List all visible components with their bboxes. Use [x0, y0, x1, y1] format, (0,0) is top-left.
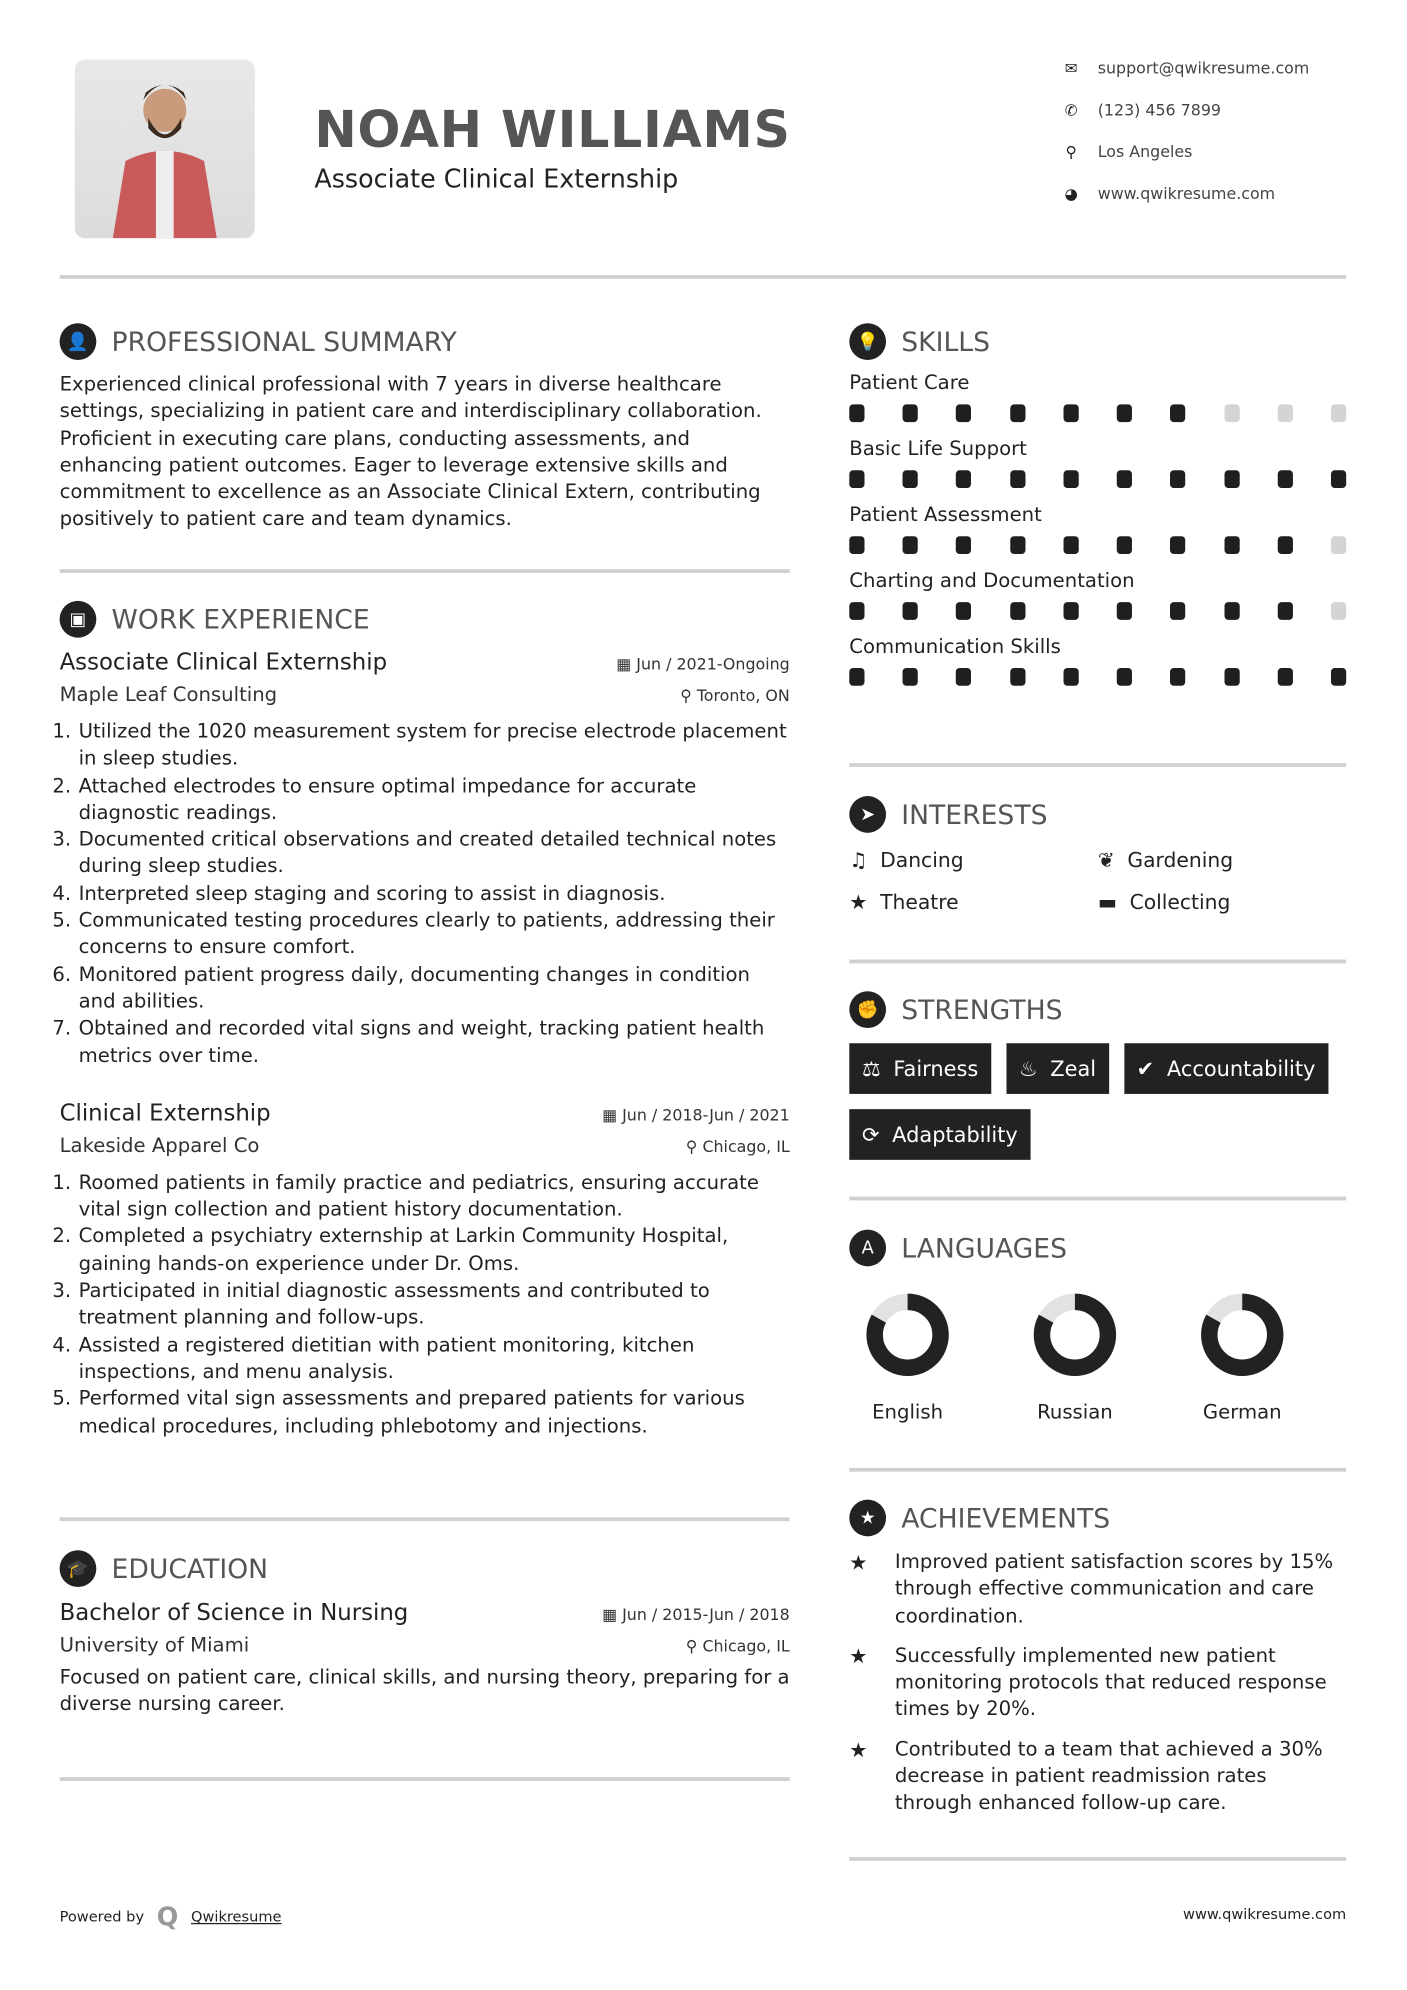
education-location: Chicago, IL [702, 1636, 790, 1656]
dot-filled [849, 668, 864, 686]
divider [849, 960, 1346, 964]
pin-icon: ⚲ [680, 685, 697, 705]
dot-empty [1277, 404, 1292, 422]
dot-filled [903, 668, 918, 686]
job-title: Clinical Externship [59, 1100, 271, 1127]
education-dates: Jun / 2015-Jun / 2018 [622, 1604, 790, 1624]
skill-name: Patient Assessment [849, 503, 1042, 527]
trophy-star-icon: ★ [849, 1737, 868, 1762]
dot-filled [849, 470, 864, 488]
job-subheader [60, 683, 790, 706]
map-pin-icon: ⚲ [1065, 142, 1077, 161]
job-dates: Jun / 2018-Jun / 2021 [622, 1105, 790, 1125]
dot-filled [1277, 668, 1292, 686]
language-item [1032, 1292, 1118, 1424]
contact-phone[interactable] [1062, 100, 1221, 119]
job-dates-wrap [616, 654, 789, 673]
section-heading: LANGUAGES [901, 1232, 1068, 1264]
dot-filled [1063, 470, 1078, 488]
summary-text: Experienced clinical professional with 7 years in diverse healthcare settings, specializing in patient care and interdisciplinary collaboration. Proficient in executing care plans, conducting assessments, and enhancing patient outcomes. Eager to leverage extensive skills and commitment to excellence as an Associate Clinical Extern, contributing positively to patient care and team dynamics. [59, 372, 762, 531]
check-circle-icon: ✔ [1136, 1056, 1155, 1081]
interest-label: Theatre [880, 889, 959, 914]
strengths-section [849, 991, 1346, 1160]
dot-filled [1224, 536, 1239, 554]
footer-url[interactable]: www.qwikresume.com [1183, 1905, 1347, 1923]
dot-filled [849, 404, 864, 422]
phone-text: (123) 456 7899 [1097, 100, 1221, 120]
school: University of Miami [59, 1633, 250, 1657]
dot-filled [1063, 668, 1078, 686]
phone-icon: ✆ [1064, 100, 1078, 119]
flame-icon: ♨ [1018, 1056, 1038, 1081]
dot-empty [1224, 404, 1239, 422]
job-bullets [60, 1170, 790, 1440]
star-icon: ★ [849, 889, 868, 914]
strength-label: Accountability [1166, 1056, 1316, 1081]
dot-filled [1170, 668, 1185, 686]
job-location: Chicago, IL [702, 1136, 790, 1156]
section-heading: SKILLS [901, 326, 991, 357]
job-entry [60, 649, 790, 1070]
work-section [60, 601, 790, 1440]
dot-filled [1117, 602, 1132, 620]
refresh-icon: ⟳ [861, 1122, 880, 1147]
interest-item [849, 890, 1097, 914]
interest-item [849, 848, 1097, 872]
summary-section [60, 323, 790, 533]
education-section [60, 1550, 790, 1718]
dot-filled [956, 404, 971, 422]
powered-by-text: Powered by [59, 1907, 145, 1926]
dot-filled [849, 536, 864, 554]
languages-section [849, 1230, 1346, 1424]
pin-icon: ⚲ [685, 1636, 703, 1656]
trophy-star-icon: ★ [849, 1550, 868, 1575]
skill-item [849, 569, 1346, 620]
dot-filled [956, 602, 971, 620]
skill-name: Patient Care [849, 371, 970, 395]
skill-level-dots [849, 536, 1346, 554]
skill-item [849, 503, 1346, 554]
location-text: Los Angeles [1097, 141, 1193, 161]
briefcase-icon: ▣ [60, 601, 97, 638]
job-header [60, 649, 790, 676]
dot-filled [1331, 470, 1346, 488]
paper-plane-icon: ➤ [849, 796, 886, 833]
header-divider [60, 275, 1347, 279]
bullet-item: 3. Documented critical observations and created detailed technical notes during sleep studies. [77, 827, 789, 881]
dot-empty [1331, 602, 1346, 620]
website-text: www.qwikresume.com [1097, 183, 1276, 203]
bullet-item: 3. Participated in initial diagnostic assessments and contributed to treatment planning and follow-ups. [77, 1278, 789, 1332]
job-dates: Jun / 2021-Ongoing [636, 654, 790, 674]
skill-item [849, 437, 1346, 488]
footer-brand [60, 1901, 282, 1931]
strength-label: Fairness [893, 1056, 979, 1081]
language-name: Russian [1037, 1400, 1113, 1424]
dot-filled [1170, 470, 1185, 488]
dot-filled [1010, 602, 1025, 620]
dot-filled [1224, 470, 1239, 488]
dot-empty [1331, 536, 1346, 554]
lightbulb-icon: 💡 [849, 323, 886, 360]
company: Lakeside Apparel Co [59, 1134, 260, 1158]
divider [60, 1777, 790, 1781]
achievement-item [849, 1736, 1346, 1817]
skill-level-dots [849, 602, 1346, 620]
award-star-icon: ★ [849, 1500, 886, 1537]
divider [60, 1517, 790, 1521]
language-item [1199, 1292, 1285, 1424]
bullet-item: 2. Attached electrodes to ensure optimal impedance for accurate diagnostic readings. [77, 773, 789, 827]
company: Maple Leaf Consulting [59, 683, 278, 707]
bullet-item: 5. Performed vital sign assessments and prepared patients for various medical procedures, including phlebotomy and injections. [77, 1386, 789, 1440]
achievement-item [849, 1549, 1346, 1630]
strength-tag [849, 1109, 1030, 1160]
candidate-title: Associate Clinical Externship [314, 163, 679, 194]
dot-filled [956, 668, 971, 686]
job-title: Associate Clinical Externship [59, 649, 388, 676]
leaf-icon: ❦ [1097, 848, 1115, 873]
balance-scale-icon: ⚖ [861, 1056, 881, 1081]
dot-filled [1010, 668, 1025, 686]
language-item [865, 1292, 951, 1424]
dot-empty [1331, 404, 1346, 422]
dot-filled [1063, 602, 1078, 620]
section-heading: PROFESSIONAL SUMMARY [111, 326, 457, 357]
user-icon: 👤 [60, 323, 97, 360]
dot-filled [956, 470, 971, 488]
bullet-item: 2. Completed a psychiatry externship at Larkin Community Hospital, gaining hands-on experience under Dr. Oms. [77, 1224, 789, 1278]
fist-icon: ✊ [849, 991, 886, 1028]
contact-location [1062, 142, 1192, 161]
dot-filled [1063, 404, 1078, 422]
email-text: support@qwikresume.com [1097, 58, 1310, 78]
language-name: English [872, 1400, 944, 1424]
dot-filled [903, 602, 918, 620]
section-heading: EDUCATION [111, 1553, 269, 1584]
interest-item [1098, 848, 1346, 872]
job-location: Toronto, ON [696, 685, 790, 705]
dot-filled [1170, 602, 1185, 620]
skill-item [849, 635, 1346, 686]
dot-filled [1277, 470, 1292, 488]
skill-name: Basic Life Support [849, 437, 1027, 461]
skill-level-dots [849, 404, 1346, 422]
graduation-icon: 🎓 [60, 1550, 97, 1587]
envelope-icon: ✉ [1064, 58, 1078, 77]
interest-label: Gardening [1127, 848, 1234, 873]
language-name: German [1202, 1400, 1282, 1424]
skill-level-dots [849, 668, 1346, 686]
skill-item [849, 371, 1346, 422]
bullet-item: 1. Roomed patients in family practice and pediatrics, ensuring accurate vital sign collection and patient history documentation. [77, 1170, 789, 1224]
qwikresume-logo-icon: Q [156, 1901, 179, 1932]
contact-email[interactable] [1062, 58, 1309, 77]
brand-link[interactable]: Qwikresume [190, 1907, 282, 1926]
bullet-item: 4. Interpreted sleep staging and scoring to assist in diagnosis. [77, 881, 789, 908]
dot-filled [1170, 536, 1185, 554]
dot-filled [1010, 404, 1025, 422]
music-note-icon: ♫ [849, 848, 868, 873]
dot-filled [903, 470, 918, 488]
job-location-wrap [680, 686, 790, 705]
dot-filled [1117, 404, 1132, 422]
divider [849, 1857, 1346, 1861]
contact-website[interactable] [1062, 184, 1275, 203]
archive-box-icon: ▬ [1097, 889, 1117, 914]
dot-filled [1277, 536, 1292, 554]
interests-section [849, 796, 1346, 914]
dot-filled [1117, 536, 1132, 554]
dot-filled [1224, 668, 1239, 686]
degree: Bachelor of Science in Nursing [59, 1599, 409, 1627]
strength-tag [849, 1043, 991, 1094]
strength-label: Zeal [1050, 1056, 1097, 1081]
strength-label: Adaptability [892, 1122, 1018, 1147]
dot-filled [1117, 470, 1132, 488]
calendar-icon: ▦ [602, 1105, 623, 1125]
language-donut [1199, 1292, 1285, 1378]
achievement-item [849, 1643, 1346, 1724]
translate-icon: A [849, 1230, 886, 1267]
bullet-item: 1. Utilized the 1020 measurement system for precise electrode placement in sleep studies. [77, 719, 789, 773]
skill-name: Communication Skills [849, 635, 1061, 658]
achievements-section [849, 1500, 1346, 1830]
education-description: Focused on patient care, clinical skills, and nursing theory, preparing for a diverse nursing career. [59, 1665, 790, 1716]
job-entry [60, 1100, 790, 1440]
section-heading: ACHIEVEMENTS [901, 1502, 1111, 1534]
divider [849, 1197, 1346, 1201]
dot-filled [1170, 404, 1185, 422]
candidate-name: NOAH WILLIAMS [314, 101, 791, 160]
dot-filled [1277, 602, 1292, 620]
section-heading: STRENGTHS [901, 994, 1063, 1025]
pin-icon: ⚲ [685, 1136, 703, 1156]
divider [849, 1468, 1346, 1472]
dot-filled [903, 404, 918, 422]
interest-label: Collecting [1129, 889, 1231, 914]
interest-item [1098, 890, 1346, 914]
achievement-text: Successfully implemented new patient monitoring protocols that reduced response times by 20%. [894, 1643, 1327, 1721]
achievement-text: Improved patient satisfaction scores by 15% through effective communication and care coordination. [894, 1550, 1334, 1628]
dot-filled [903, 536, 918, 554]
dot-filled [1224, 602, 1239, 620]
skill-name: Charting and Documentation [849, 569, 1135, 592]
strength-tag [1006, 1043, 1109, 1094]
section-heading: INTERESTS [901, 799, 1048, 830]
achievement-text: Contributed to a team that achieved a 30% decrease in patient readmission rates through enhanced follow-up care. [894, 1737, 1323, 1815]
bullet-item: 4. Assisted a registered dietitian with patient monitoring, kitchen inspections, and menu analysis. [77, 1332, 789, 1386]
divider [60, 569, 790, 573]
job-dates-wrap [602, 1105, 790, 1124]
section-heading: WORK EXPERIENCE [111, 604, 370, 635]
language-donut [865, 1292, 951, 1378]
bullet-item: 5. Communicated testing procedures clearly to patients, addressing their concerns to ensure comfort. [77, 908, 789, 962]
job-bullets [60, 719, 790, 1070]
dot-filled [1331, 668, 1346, 686]
dot-filled [1010, 470, 1025, 488]
bullet-item: 7. Obtained and recorded vital signs and weight, tracking patient health metrics over time. [77, 1016, 789, 1070]
skill-level-dots [849, 470, 1346, 488]
calendar-icon: ▦ [616, 654, 637, 674]
job-subheader [60, 1134, 790, 1157]
language-donut [1032, 1292, 1118, 1378]
globe-icon: ◕ [1064, 184, 1078, 203]
job-location-wrap [686, 1137, 790, 1156]
skills-section [849, 323, 1346, 701]
dot-filled [956, 536, 971, 554]
bullet-item: 6. Monitored patient progress daily, documenting changes in condition and abilities. [77, 962, 789, 1016]
interest-label: Dancing [880, 848, 964, 873]
dot-filled [849, 602, 864, 620]
profile-photo [75, 60, 255, 239]
dot-filled [1010, 536, 1025, 554]
divider [849, 763, 1346, 767]
calendar-icon: ▦ [602, 1604, 623, 1624]
trophy-star-icon: ★ [849, 1643, 868, 1669]
job-header [60, 1100, 790, 1127]
dot-filled [1117, 668, 1132, 686]
dot-filled [1063, 536, 1078, 554]
strength-tag [1124, 1043, 1328, 1094]
